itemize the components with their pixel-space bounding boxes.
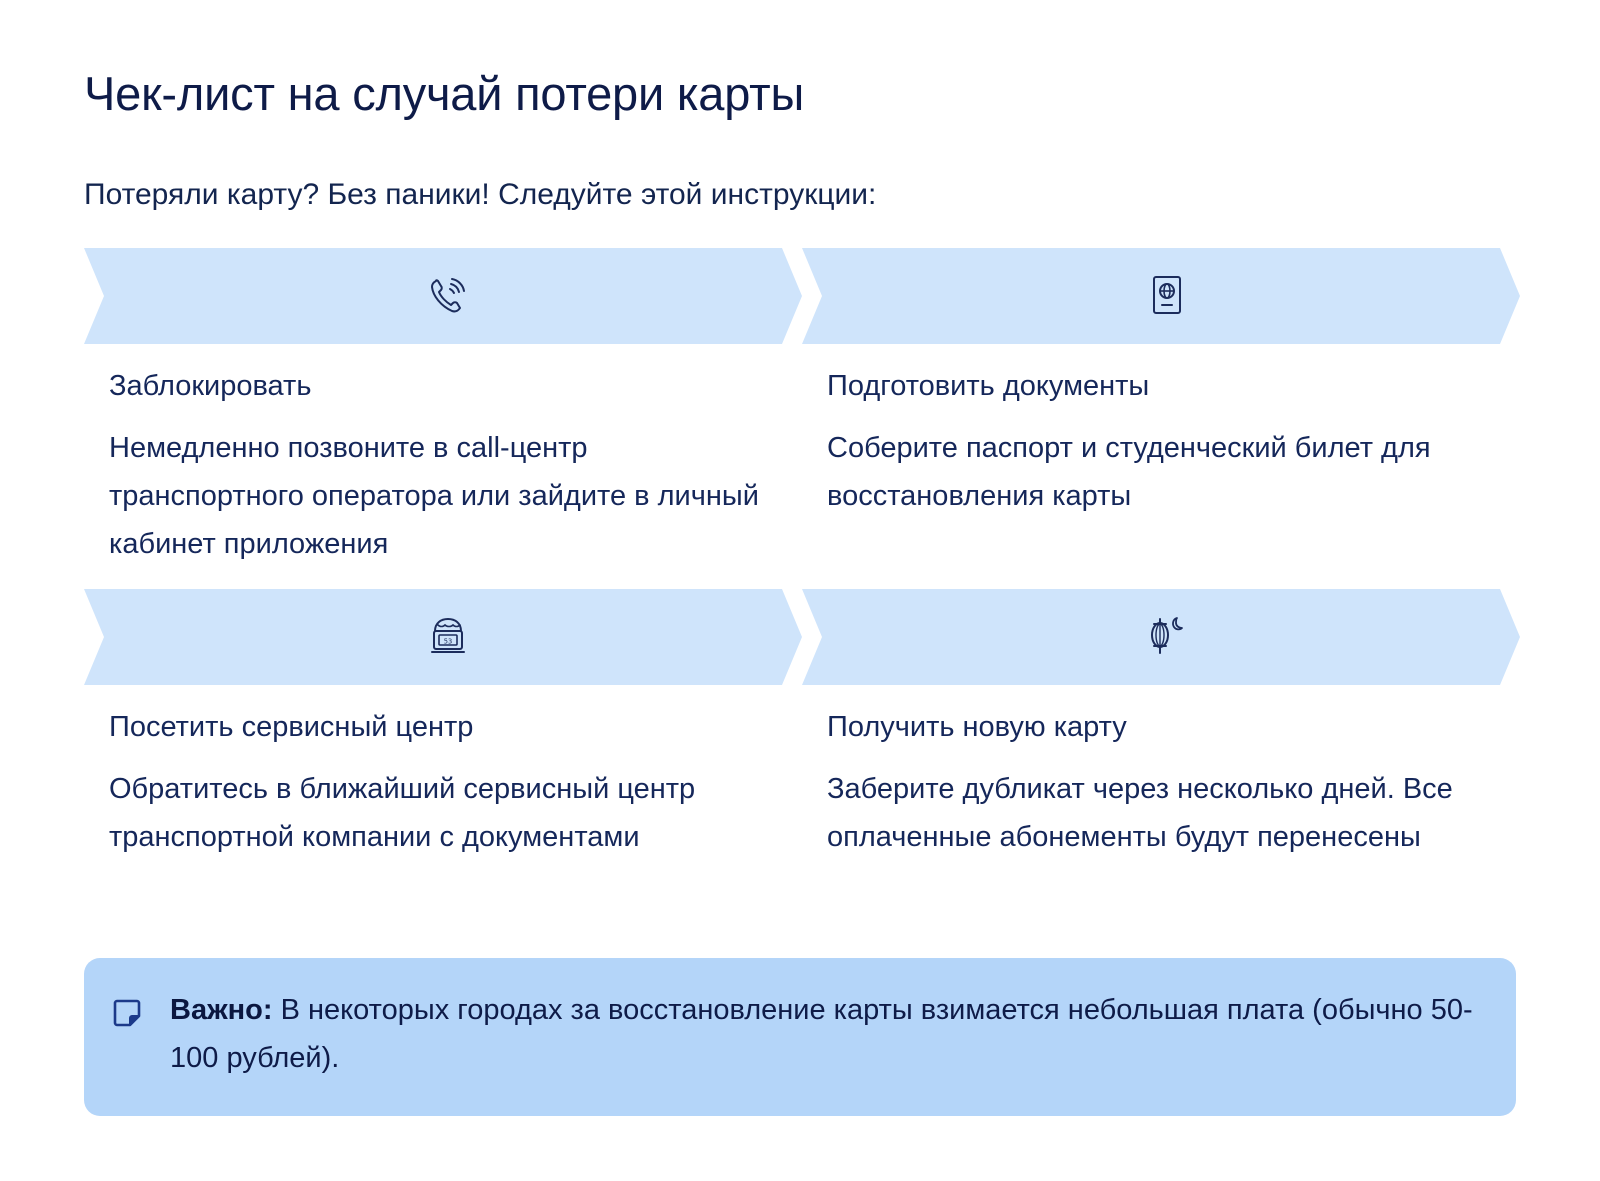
step-title: Подготовить документы [827,370,1150,402]
note-body: В некоторых городах за восстановление карты взимается небольшая плата (обычно 50-100 рублей). [170,994,1473,1074]
step-title: Заблокировать [109,370,312,402]
page-subtitle: Потеряли карту? Без паники! Следуйте этой инструкции: [84,178,877,211]
step-chevron [84,589,802,685]
step-chevron [802,589,1520,685]
note-icon [112,998,142,1028]
important-note [84,958,1516,1116]
step-chevron [802,248,1520,344]
step-description: Соберите паспорт и студенческий билет для восстановления карты [827,432,1431,512]
step-description: Обратитесь в ближайший сервисный центр транспортной компании с документами [109,773,696,853]
svg-text:53: 53 [443,637,453,646]
lantern-moon-icon [1145,615,1187,657]
step-title: Получить новую карту [827,711,1127,743]
note-text [170,986,1480,1082]
step-description: Немедленно позвоните в call-центр транспортного оператора или зайдите в личный кабинет приложения [109,432,759,560]
step-title: Посетить сервисный центр [109,711,474,743]
service-center-icon [427,615,469,657]
page-title: Чек-лист на случай потери карты [84,67,805,120]
phone-call-icon [427,274,469,316]
step-chevron [84,248,802,344]
note-label: Важно: [170,994,273,1026]
passport-icon [1145,274,1187,316]
step-description: Заберите дубликат через несколько дней. Все оплаченные абонементы будут перенесены [827,773,1453,853]
